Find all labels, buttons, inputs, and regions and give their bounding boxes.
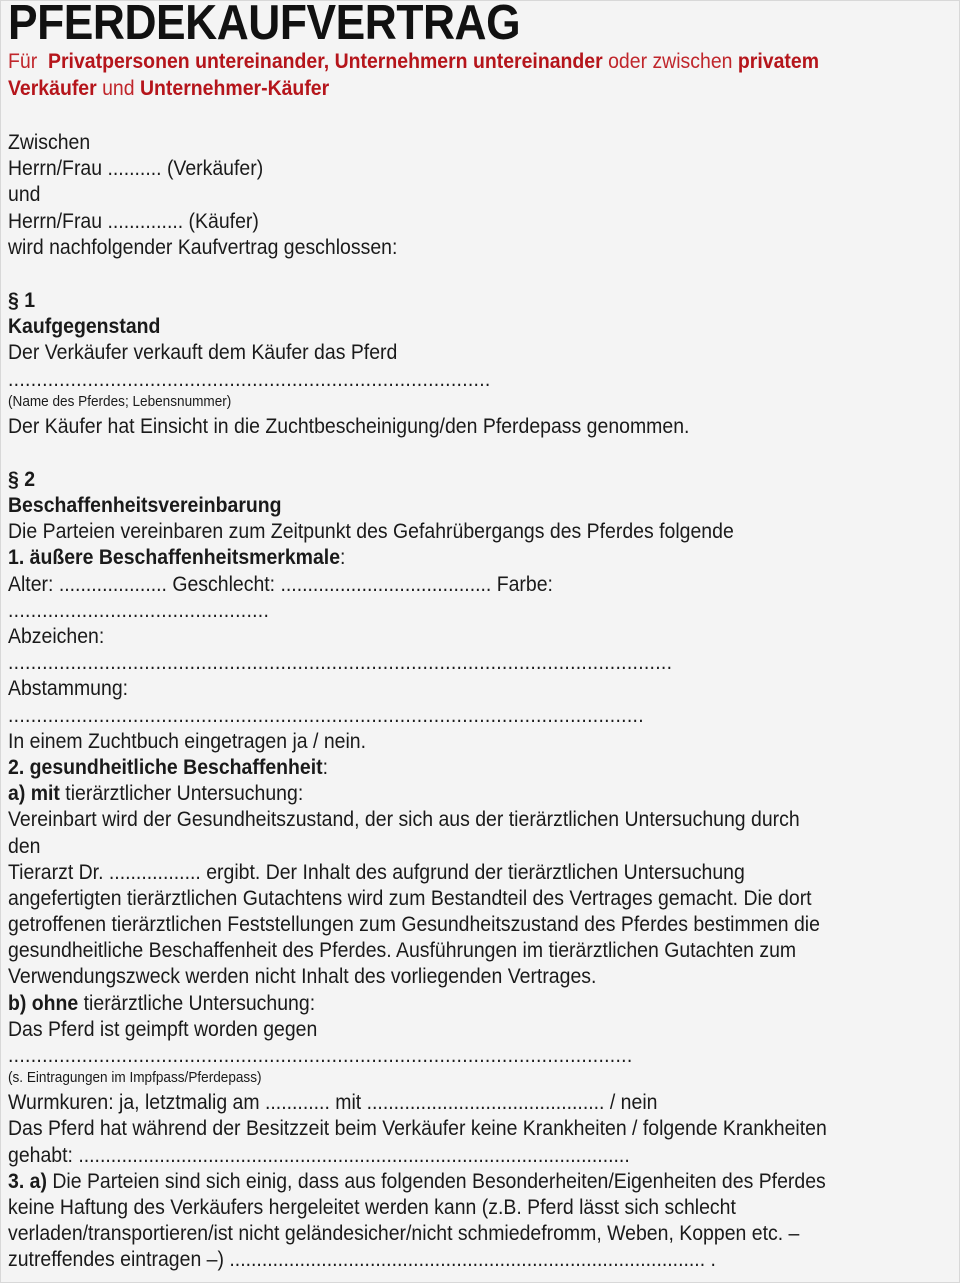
option-text: Die Parteien sind sich einig, dass aus folgenden Besonderheiten/Eigenheiten des Pferdes xyxy=(46,1168,826,1193)
zuchtbuch-line[interactable]: In einem Zuchtbuch eingetragen ja / nein. xyxy=(8,728,367,753)
parties-line: wird nachfolgender Kaufvertrag geschlossen: xyxy=(8,234,398,259)
option-a-heading xyxy=(8,780,960,806)
section-heading xyxy=(8,313,960,339)
impfung-blank[interactable]: .............................................................................................................. xyxy=(8,1043,633,1067)
farbe-blank[interactable]: .............................................. xyxy=(8,597,270,622)
parties-line: Zwischen xyxy=(8,130,91,154)
subsection-heading xyxy=(8,544,960,570)
spacer xyxy=(8,260,960,287)
alter-geschlecht-farbe-fields[interactable]: Alter: .................... Geschlecht: ....................................... Farbe: xyxy=(8,571,553,596)
option-b-heading xyxy=(8,990,960,1016)
abstammung-blank[interactable]: ................................................................................................................ xyxy=(8,702,644,727)
subtitle-text: und xyxy=(96,76,140,100)
besonderheiten-blank[interactable]: zutreffendes eintragen –) ........................................................................................ . xyxy=(8,1247,716,1272)
parties-block xyxy=(8,129,960,260)
section-heading xyxy=(8,492,960,518)
spacer xyxy=(8,102,960,129)
subsection-heading-text: 2. gesundheitliche Beschaffenheit xyxy=(8,754,323,779)
option-text: tierärztlicher Untersuchung: xyxy=(59,781,304,806)
option-label: b) ohne xyxy=(8,990,79,1015)
section-number xyxy=(8,466,960,492)
section-2 xyxy=(8,466,960,1273)
section-1 xyxy=(8,287,960,439)
option-text: tierärztliche Untersuchung: xyxy=(78,990,316,1015)
paragraph-line: getroffenen tierärztlichen Feststellungen zum Gesundheitszustand des Pferdes bestimmen die xyxy=(8,912,820,937)
paragraph-line: Die Parteien vereinbaren zum Zeitpunkt des Gefahrübergangs des Pferdes folgende xyxy=(8,519,734,544)
wurmkuren-line[interactable]: Wurmkuren: ja, letztmalig am ............ mit ............................................ / nein xyxy=(8,1090,658,1115)
document-subtitle xyxy=(8,48,960,102)
subtitle-emphasis: Privatpersonen untereinander xyxy=(48,49,324,73)
option-label: 3. a) xyxy=(8,1168,47,1193)
paragraph-line: Verwendungszweck werden nicht Inhalt des vorliegenden Vertrages. xyxy=(8,964,597,989)
colon: : xyxy=(322,754,329,779)
field-label: Abzeichen: xyxy=(8,624,105,648)
option-3a-line xyxy=(8,1168,960,1194)
section-number xyxy=(8,287,960,313)
paragraph-line: den xyxy=(8,833,41,858)
subtitle-emphasis: privatem xyxy=(737,49,820,73)
spacer xyxy=(8,439,960,466)
field-note: (s. Eintragungen im Impfpass/Pferdepass) xyxy=(8,1069,262,1087)
paragraph-line: verladen/transportieren/ist nicht geländesicher/nicht schmiedefromm, Weben, Koppen etc. – xyxy=(8,1221,800,1246)
subtitle-emphasis: Verkäufer xyxy=(8,76,97,100)
subsection-heading xyxy=(8,754,960,780)
document-content xyxy=(8,1,960,1273)
paragraph-line: gesundheitliche Beschaffenheit des Pferdes. Ausführungen im tierärztlichen Gutachten zum xyxy=(8,938,797,963)
subtitle-emphasis: , xyxy=(323,49,335,73)
seller-line: Herrn/Frau .......... (Verkäufer) xyxy=(8,156,264,181)
subtitle-emphasis: Unternehmer-Käufer xyxy=(139,76,330,100)
parties-line: und xyxy=(8,182,41,207)
subtitle-text: Für xyxy=(8,49,49,73)
paragraph-line: keine Haftung des Verkäufers hergeleitet werden kann (z.B. Pferd lässt sich schlecht xyxy=(8,1194,736,1219)
subtitle-emphasis: Unternehmern untereinander xyxy=(334,49,603,73)
subsection-heading-text: 1. äußere Beschaffenheitsmerkmale xyxy=(8,545,341,570)
fill-in-blank[interactable]: ..................................................................................... xyxy=(8,366,491,391)
colon: : xyxy=(340,545,346,570)
paragraph-line: Vereinbart wird der Gesundheitszustand, der sich aus der tierärztlichen Untersuchung durch xyxy=(8,807,800,832)
tierarzt-line[interactable]: Tierarzt Dr. ................. ergibt. Der Inhalt des aufgrund der tierärztlichen Untersuchung xyxy=(8,859,745,884)
paragraph-line: angefertigten tierärztlichen Gutachtens wird zum Bestandteil des Vertrages gemacht. Die dort xyxy=(8,885,812,910)
field-label: Abstammung: xyxy=(8,676,129,701)
paragraph-line: Der Käufer hat Einsicht in die Zuchtbescheinigung/den Pferdepass genommen. xyxy=(8,413,690,438)
field-note: (Name des Pferdes; Lebensnummer) xyxy=(8,392,232,410)
abzeichen-blank[interactable]: ..................................................................................................................... xyxy=(8,650,673,675)
paragraph-line: Das Pferd ist geimpft worden gegen xyxy=(8,1016,318,1041)
section-number-text: § 1 xyxy=(8,287,36,312)
krankheiten-blank[interactable]: gehabt: ...................................................................................................... xyxy=(8,1142,630,1167)
subtitle-text: oder zwischen xyxy=(602,49,738,73)
section-heading-text: Beschaffenheitsvereinbarung xyxy=(8,493,282,518)
buyer-line: Herrn/Frau .............. (Käufer) xyxy=(8,208,259,233)
document-title: PFERDEKAUFVERTRAG xyxy=(8,0,521,50)
section-number-text: § 2 xyxy=(8,466,36,491)
option-label: a) mit xyxy=(8,781,60,806)
paragraph-line: Das Pferd hat während der Besitzzeit beim Verkäufer keine Krankheiten / folgende Krankheiten xyxy=(8,1116,827,1141)
section-heading-text: Kaufgegenstand xyxy=(8,314,161,339)
paragraph-line: Der Verkäufer verkauft dem Käufer das Pferd xyxy=(8,340,398,365)
